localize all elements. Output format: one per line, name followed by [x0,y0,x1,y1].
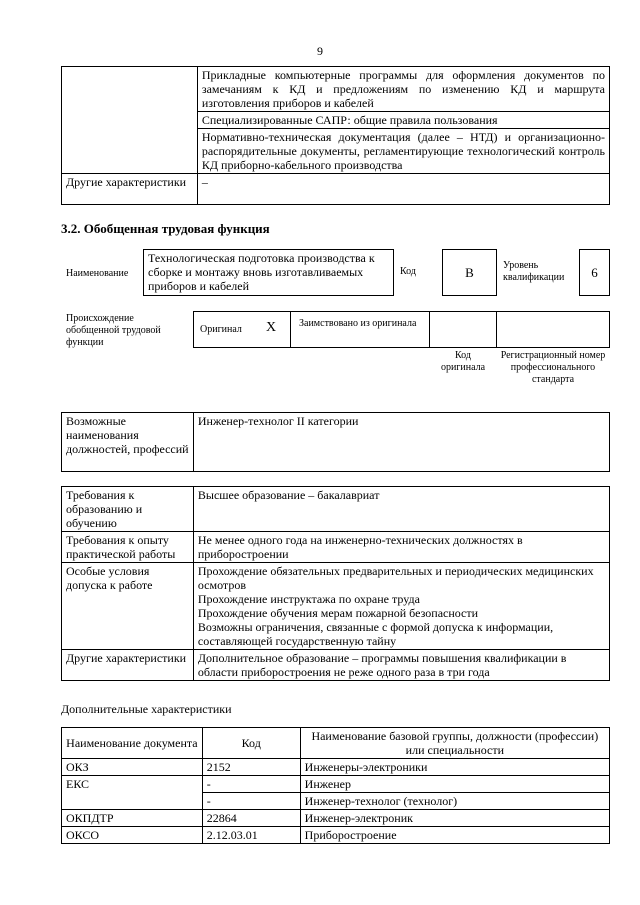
row-label: Другие характеристики [62,650,194,681]
name-cell: Приборостроение [300,827,609,844]
table-row [62,532,610,563]
table-row [62,563,610,650]
table-row [62,129,610,174]
page-number: 9 [317,44,323,58]
level-value: 6 [591,264,598,280]
table-cell-empty [62,67,198,112]
name-cell: Инженер-технолог (технолог) [300,793,609,810]
code-value-box [442,249,497,296]
doc-cell: ОКСО [62,827,203,844]
table-row [62,827,610,844]
doc-cell: ЕКС [62,776,203,793]
code-value: В [465,264,474,280]
level-label: Уровень квалификации [503,260,565,283]
table-row [62,810,610,827]
code-cell: - [202,776,300,793]
column-header: Наименование документа [62,728,203,759]
table-row [62,650,610,681]
original-label: Оригинал [200,324,242,335]
level-value-box [579,249,610,296]
reg-number-box [496,311,610,348]
requirement-line: Прохождение инструктажа по охране труда [197,592,420,606]
doc-cell: ОКЗ [62,759,203,776]
column-header: Наименование базовой группы, должности (профессии) или специальности [300,728,609,759]
table-cell: Прикладные компьютерные программы для оформления документов по замечаниям к КД и предложениям по изменению КД и маршрута изготовления приборов и кабелей [197,67,609,112]
code-cell: - [202,793,300,810]
name-label: Наименование [66,268,129,279]
code-cell: 2.12.03.01 [202,827,300,844]
row-label: Требования к образованию и обучению [62,487,194,532]
additional-title: Дополнительные характеристики [61,702,232,716]
table-row [62,793,610,810]
reg-number-caption: Регистрационный номер профессионального стандарта [500,350,606,385]
section-heading: 3.2. Обобщенная трудовая функция [61,221,270,236]
origin-label: Происхождение обобщенной трудовой функции [66,313,161,348]
table-row [62,776,610,793]
positions-label: Возможные наименования должностей, профессий [62,413,194,472]
row-label: Другие характеристики [62,174,198,205]
requirements-table [61,486,610,681]
requirement-line: Прохождение обучения мерам пожарной безопасности [197,606,479,620]
gtf-name-value: Технологическая подготовка производства к сборке и монтажу вновь изготавливаемых приборов и кабелей [148,251,375,293]
table-row [62,487,610,532]
table-row [62,112,610,129]
code-cell: 22864 [202,810,300,827]
name-cell: Инженер-электроник [300,810,609,827]
table-cell-empty [62,112,198,129]
additional-table [61,727,610,844]
code-label: Код [400,266,416,277]
original-mark: X [266,320,277,335]
table-cell: – [197,174,609,205]
table-row [62,759,610,776]
code-original-box [429,311,497,348]
positions-table [61,412,610,472]
table-row [62,174,610,205]
table-cell: Дополнительное образование – программы повышения квалификации в области приборостроения не реже одного раза в три года [193,650,609,681]
doc-cell: ОКПДТР [62,810,203,827]
table-cell: Высшее образование – бакалавриат [193,487,609,532]
code-cell: 2152 [202,759,300,776]
table-cell-empty [62,129,198,174]
name-cell: Инженеры-электроники [300,759,609,776]
requirement-line: Прохождение обязательных предварительных и периодических медицинских осмотров [197,564,594,592]
table-cell-multiline [193,563,609,650]
code-original-caption: Код оригинала [440,350,486,373]
table-header-row [62,728,610,759]
table-cell: Нормативно-техническая документация (далее – НТД) и организационно-распорядительные документы, регламентирующие технологический контроль КД приборно-кабельного производства [197,129,609,174]
row-label: Требования к опыту практической работы [62,532,194,563]
row-label: Особые условия допуска к работе [62,563,194,650]
table-row [62,413,610,472]
table-cell: Специализированные САПР: общие правила пользования [197,112,609,129]
doc-cell [62,793,203,810]
knowledge-table [61,66,610,205]
column-header: Код [202,728,300,759]
borrowed-box [290,311,430,348]
table-cell: Не менее одного года на инженерно-технических должностях в приборостроении [193,532,609,563]
name-cell: Инженер [300,776,609,793]
positions-value: Инженер-технолог II категории [193,413,609,472]
gtf-name-box [143,249,394,296]
requirement-line: Возможны ограничения, связанные с формой допуска к информации, составляющей государственную тайну [197,620,554,648]
table-row [62,67,610,112]
borrowed-label: Заимствовано из оригинала [299,318,417,329]
original-box [193,311,291,348]
